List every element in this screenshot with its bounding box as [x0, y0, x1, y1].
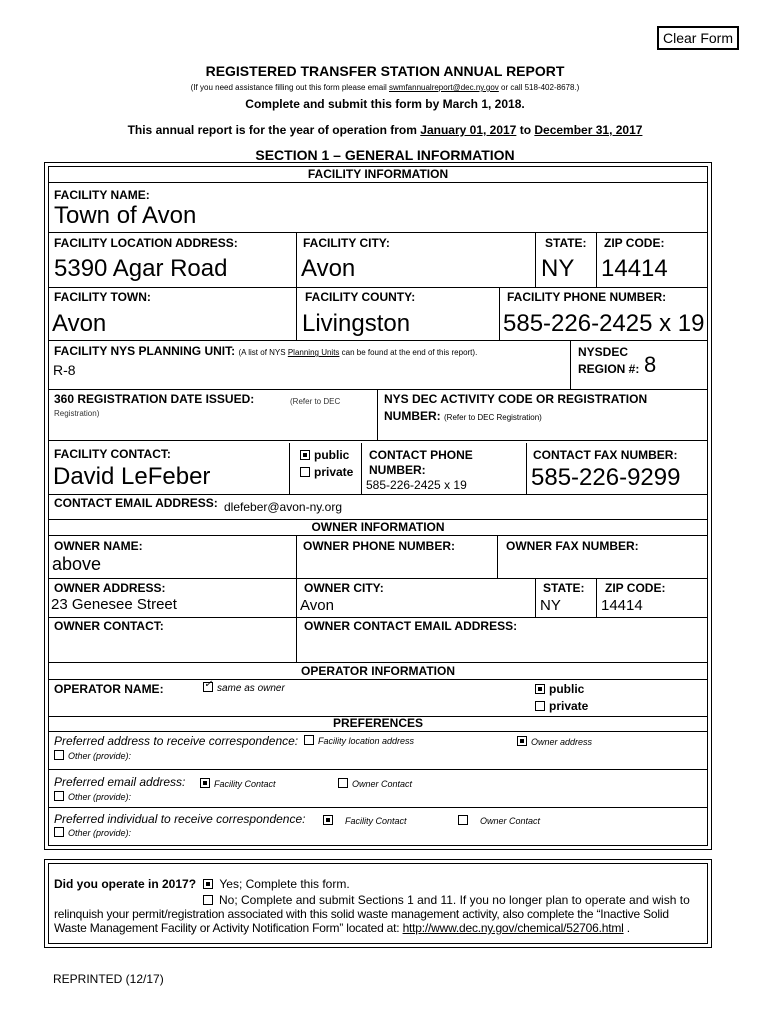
assist-suffix: or call 518-402-8678.): [498, 83, 580, 92]
contact-private-label: private: [314, 465, 354, 479]
pref-corr-other-checkbox[interactable]: [54, 750, 64, 760]
assist-email-link[interactable]: swmfannualreport@dec.ny.gov: [389, 83, 499, 92]
pref-email-other-label: Other (provide):: [68, 792, 132, 802]
reprinted-footer: REPRINTED (12/17): [53, 972, 164, 986]
owner-fax-label: OWNER FAX NUMBER:: [506, 539, 639, 553]
operate-line-3-suffix: .: [623, 921, 630, 935]
operate-no-row: [203, 893, 690, 907]
region-label: REGION #:: [578, 362, 640, 376]
pref-indiv-label: Preferred individual to receive correspondence:: [54, 812, 306, 826]
planning-note-prefix: (A list of NYS: [238, 348, 288, 357]
pref-indiv-other-option[interactable]: [54, 827, 131, 838]
section-title: SECTION 1 – GENERAL INFORMATION: [255, 147, 515, 163]
facility-county-label: FACILITY COUNTY:: [305, 290, 416, 304]
contact-fax-label: CONTACT FAX NUMBER:: [533, 448, 678, 462]
operate-yes-checkbox[interactable]: [203, 879, 213, 889]
contact-public-label: public: [314, 448, 350, 462]
operate-line-2: relinquish your permit/registration associated with this solid waste management activity, also complete the “Inactive Solid: [54, 907, 669, 921]
activity-code-note: (Refer to DEC Registration): [444, 413, 542, 422]
year-from: January 01, 2017: [420, 123, 517, 137]
clear-form-button[interactable]: Clear Form: [657, 26, 739, 50]
operator-same-as-owner-option[interactable]: [203, 682, 285, 694]
pref-email-other-option[interactable]: [54, 791, 131, 802]
form-title: REGISTERED TRANSFER STATION ANNUAL REPORT: [205, 63, 565, 79]
operate-question: Did you operate in 2017?: [54, 877, 197, 891]
pref-corr-other-label: Other (provide):: [68, 751, 132, 761]
facility-name-label: FACILITY NAME:: [54, 188, 150, 202]
contact-private-checkbox[interactable]: [300, 467, 310, 477]
owner-zip-label: ZIP CODE:: [605, 581, 666, 595]
pref-email-label: Preferred email address:: [54, 775, 186, 789]
activity-code-number-label: NUMBER:: [384, 409, 441, 423]
planning-unit-field[interactable]: R-8: [53, 362, 76, 378]
planning-units-link[interactable]: Planning Units: [287, 348, 340, 357]
owner-zip-field[interactable]: 14414: [601, 597, 643, 614]
facility-address-field[interactable]: 5390 Agar Road: [54, 255, 228, 282]
pref-corr-facility-label: Facility location address: [318, 736, 415, 746]
pref-email-facility-option[interactable]: [200, 778, 276, 789]
pref-corr-facility-checkbox[interactable]: [304, 735, 314, 745]
facility-city-field[interactable]: Avon: [301, 255, 356, 282]
reg-date-label: 360 REGISTRATION DATE ISSUED:: [54, 392, 255, 406]
planning-note-suffix: can be found at the end of this report).: [339, 348, 478, 357]
operator-info-header: OPERATOR INFORMATION: [301, 664, 455, 678]
facility-town-field[interactable]: Avon: [52, 310, 107, 337]
reg-date-note: (Refer to DEC Registration): [54, 397, 341, 418]
pref-indiv-other-label: Other (provide):: [68, 828, 132, 838]
facility-zip-label: ZIP CODE:: [604, 236, 665, 250]
owner-contact-email-label: OWNER CONTACT EMAIL ADDRESS:: [304, 619, 518, 633]
pref-corr-facility-option[interactable]: [304, 735, 414, 746]
owner-address-field[interactable]: 23 Genesee Street: [51, 596, 177, 613]
owner-phone-label: OWNER PHONE NUMBER:: [303, 539, 455, 553]
operator-private-label: private: [549, 699, 589, 713]
facility-name-field[interactable]: Town of Avon: [54, 202, 197, 229]
pref-email-owner-option[interactable]: [338, 778, 412, 789]
facility-town-label: FACILITY TOWN:: [54, 290, 151, 304]
assist-prefix: (If you need assistance filling out this form please email: [190, 83, 389, 92]
pref-indiv-owner-option[interactable]: [458, 815, 540, 826]
pref-indiv-facility-option[interactable]: [323, 815, 407, 826]
pref-corr-owner-checkbox[interactable]: [517, 736, 527, 746]
contact-phone-field[interactable]: 585-226-2425 x 19: [366, 478, 467, 492]
pref-email-facility-checkbox[interactable]: [200, 778, 210, 788]
facility-address-label: FACILITY LOCATION ADDRESS:: [54, 236, 238, 250]
owner-state-field[interactable]: NY: [540, 597, 561, 614]
same-as-owner-checkbox[interactable]: [203, 682, 213, 692]
owner-contact-label: OWNER CONTACT:: [54, 619, 164, 633]
pref-indiv-owner-label: Owner Contact: [480, 816, 541, 826]
inactive-form-link[interactable]: http://www.dec.ny.gov/chemical/52706.html: [402, 921, 624, 935]
planning-unit-label: [54, 344, 477, 358]
contact-phone-label-1: CONTACT PHONE: [369, 448, 473, 462]
pref-email-owner-checkbox[interactable]: [338, 778, 348, 788]
contact-email-field[interactable]: dlefeber@avon-ny.org: [224, 500, 343, 514]
activity-code-label-2: [384, 409, 542, 423]
operate-no-checkbox[interactable]: [203, 895, 213, 905]
year-mid: to: [516, 123, 535, 137]
operator-public-checkbox[interactable]: [535, 684, 545, 694]
deadline-text: Complete and submit this form by March 1, 2018.: [245, 97, 525, 111]
facility-info-header: FACILITY INFORMATION: [307, 167, 449, 181]
same-as-owner-label: same as owner: [217, 683, 285, 694]
facility-state-label: STATE:: [545, 236, 587, 250]
pref-corr-owner-label: Owner address: [531, 737, 593, 747]
year-prefix: This annual report is for the year of operation from: [127, 123, 421, 137]
facility-contact-label: FACILITY CONTACT:: [54, 447, 171, 461]
operate-line-3-prefix: Waste Management Facility or Activity Notification Form” located at:: [54, 921, 403, 935]
pref-corr-owner-option[interactable]: [517, 736, 592, 747]
owner-name-label: OWNER NAME:: [54, 539, 143, 553]
year-of-operation: [0, 123, 770, 137]
contact-private-option[interactable]: [300, 465, 353, 479]
pref-corr-other-option[interactable]: [54, 750, 131, 761]
contact-phone-label-2: NUMBER:: [369, 463, 426, 477]
contact-public-checkbox[interactable]: [300, 450, 310, 460]
facility-zip-field[interactable]: 14414: [601, 255, 668, 282]
operator-name-label: OPERATOR NAME:: [54, 682, 164, 696]
operator-public-option[interactable]: [535, 682, 584, 696]
owner-address-label: OWNER ADDRESS:: [54, 581, 166, 595]
facility-phone-label: FACILITY PHONE NUMBER:: [507, 290, 667, 304]
operator-private-checkbox[interactable]: [535, 701, 545, 711]
planning-unit-note: [238, 348, 477, 357]
owner-info-header: OWNER INFORMATION: [311, 520, 445, 534]
pref-indiv-owner-checkbox[interactable]: [458, 815, 468, 825]
region-field[interactable]: 8: [644, 352, 657, 377]
operator-private-option[interactable]: [535, 699, 588, 713]
operate-line-3: [54, 921, 630, 935]
owner-name-field[interactable]: above: [52, 554, 102, 574]
operator-public-label: public: [549, 682, 585, 696]
facility-contact-field[interactable]: David LeFeber: [53, 463, 211, 490]
facility-county-field[interactable]: Livingston: [302, 310, 411, 337]
preferences-header: PREFERENCES: [332, 716, 424, 730]
activity-code-label-1: NYS DEC ACTIVITY CODE OR REGISTRATION: [384, 392, 648, 406]
facility-city-label: FACILITY CITY:: [303, 236, 390, 250]
pref-corr-label: Preferred address to receive correspondence:: [54, 734, 299, 748]
facility-state-field[interactable]: NY: [541, 255, 575, 282]
pref-email-owner-label: Owner Contact: [352, 779, 413, 789]
pref-email-other-checkbox[interactable]: [54, 791, 64, 801]
nysdec-label: NYSDEC: [578, 345, 629, 359]
contact-public-option[interactable]: [300, 448, 349, 462]
planning-unit-title: FACILITY NYS PLANNING UNIT:: [54, 344, 236, 358]
contact-email-label: CONTACT EMAIL ADDRESS:: [54, 496, 218, 510]
facility-phone-field[interactable]: 585-226-2425 x 19: [503, 310, 705, 337]
contact-fax-field[interactable]: 585-226-9299: [531, 464, 681, 491]
year-to: December 31, 2017: [534, 123, 643, 137]
operate-question-row: [54, 877, 350, 891]
operate-yes-label: Yes; Complete this form.: [219, 877, 350, 891]
owner-state-label: STATE:: [543, 581, 585, 595]
operate-no-label: No; Complete and submit Sections 1 and 11. If you no longer plan to operate and wish to: [219, 893, 690, 907]
pref-email-facility-label: Facility Contact: [214, 779, 276, 789]
pref-indiv-facility-checkbox[interactable]: [323, 815, 333, 825]
assistance-note: [0, 83, 770, 92]
owner-city-label: OWNER CITY:: [304, 581, 384, 595]
pref-indiv-facility-label: Facility Contact: [345, 816, 407, 826]
pref-indiv-other-checkbox[interactable]: [54, 827, 64, 837]
owner-city-field[interactable]: Avon: [300, 597, 334, 614]
